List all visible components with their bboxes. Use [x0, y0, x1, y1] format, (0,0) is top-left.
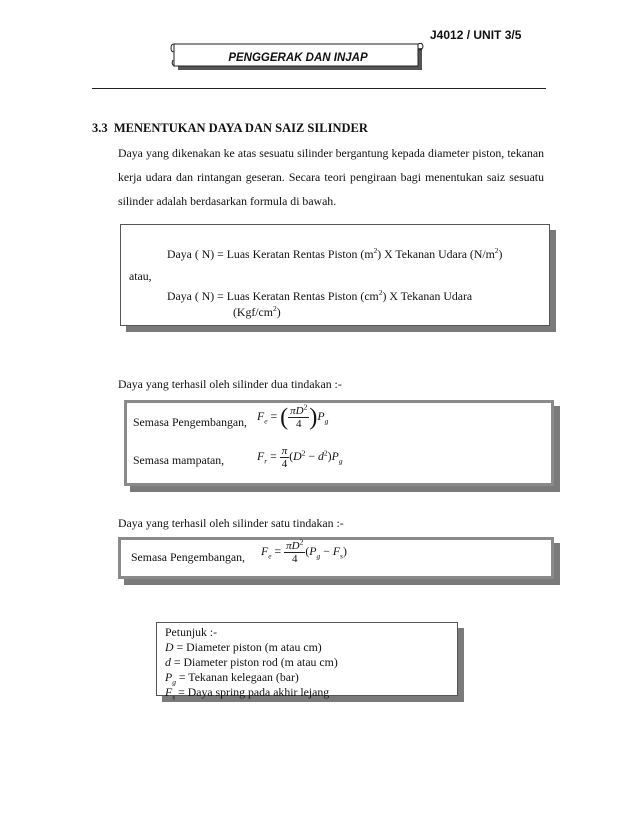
double-extend-equation: $F_e$ = ( $\frac{\pi D^2}{4}$ )$P_g$ — [257, 402, 329, 431]
double-extend-label: Semasa Pengembangan, — [133, 415, 248, 429]
banner-title: PENGGERAK DAN INJAP — [228, 52, 368, 64]
single-acting-intro: Daya yang terhasil oleh silinder satu tindakan :- — [118, 516, 344, 530]
formula-line-si: Daya ( N) = Luas Keratan Rentas Piston $(m^2)$ X Tekanan Udara $(N/m^2)$ — [167, 246, 503, 261]
legend-item: $P_g$ = Tekanan kelegaan (bar) — [165, 670, 299, 687]
double-acting-box — [124, 400, 554, 486]
section-paragraph: Daya yang dikenakan ke atas sesuatu silinder bergantung kepada diameter piston, tekanan kerja udara dan rintangan geseran. Secara teori pengiraan bagi menentukan saiz sesuatu silinder adalah berdasarkan formula di bawah. — [118, 146, 544, 208]
section-heading — [92, 121, 368, 136]
single-acting-box — [118, 537, 554, 579]
double-acting-intro: Daya yang terhasil oleh silinder dua tindakan :- — [118, 377, 342, 391]
double-retract-equation: $F_r$ = $\frac{\pi}{4}$ $(D^2 - d^2)P_g$ — [257, 445, 343, 470]
formula-or-text: atau, — [129, 269, 152, 283]
header-rule — [92, 88, 546, 89]
double-retract-label: Semasa mampatan, — [133, 453, 225, 467]
single-extend-equation: $F_e$ = $\frac{\pi D^2}{4}$ $(P_g - F_s)$ — [261, 537, 347, 565]
legend-item: $F_s$ = Daya spring pada akhir lejang — [165, 685, 330, 702]
formula-line-cgs: Daya ( N) = Luas Keratan Rentas Piston $(cm^2)$ X Tekanan Udara — [167, 288, 473, 303]
legend-box — [156, 622, 458, 702]
force-formula-box — [120, 224, 550, 326]
section-title: MENENTUKAN DAYA DAN SAIZ SILINDER — [113, 121, 368, 135]
legend-item: D = Diameter piston (m atau cm) — [165, 640, 322, 654]
section-number: 3.3 — [92, 121, 108, 135]
formula-line-cgs-unit: $(Kgf/cm^2)$ — [233, 304, 281, 319]
legend-item: d = Diameter piston rod (m atau cm) — [165, 655, 338, 669]
unit-code: J4012 / UNIT 3/5 — [430, 28, 522, 42]
legend-title: Petunjuk :- — [165, 625, 218, 639]
single-extend-label: Semasa Pengembangan, — [131, 550, 246, 564]
